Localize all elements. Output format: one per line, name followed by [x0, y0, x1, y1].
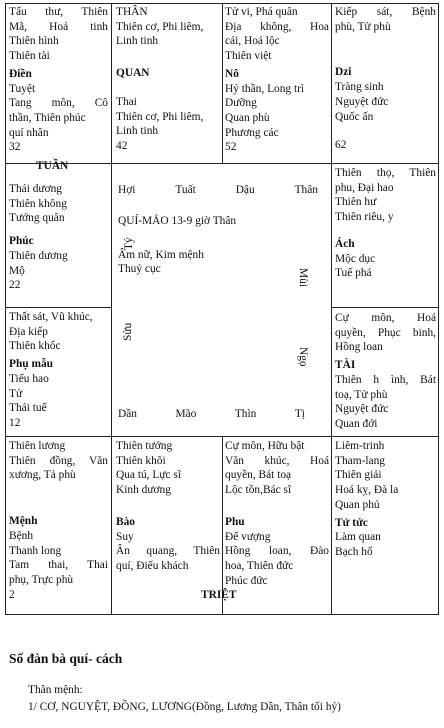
cell-phu: Cự môn, Hữu bật Văn khúc, Hoá quyền, Bát toạ Lộc tồn,Bác sĩ Phu Đế vượng Hồng loan, Đào hoa, Thiên đức Phúc đức	[225, 440, 329, 587]
age-number: 2	[9, 588, 15, 601]
cell-dien: Tấu thư, Thiên Mã, Hoả tinh Thiên hình Thiên tài Điền Tuyệt Tang môn, Cô thần, Thiên phúc quí nhân 32	[9, 6, 108, 154]
gender-element: Âm nữ, Kim mệnh	[118, 249, 204, 261]
age-number: 42	[116, 139, 128, 152]
palace-name: Phúc	[9, 235, 34, 248]
cell-ach: Thiên thọ, Thiên phu, Đại hao Thiên hư Thiên riêu, y Ách Mộc dục Tuế phá	[335, 167, 436, 280]
cell-phu-mau: Thất sát, Vũ khúc, Địa kiếp Thiên khốc Phụ mẫu Tiểu hao Tử Thái tuế 12	[9, 310, 108, 436]
birth-info: QUÍ-MÃO 13-9 giờ Thân	[118, 215, 237, 227]
age-number: 32	[9, 141, 21, 154]
palace-name: Ách	[335, 237, 355, 250]
palace-name: Phụ mẫu	[9, 358, 53, 371]
branch-ty: Tý	[123, 237, 135, 250]
footer-line-2: 1/ CƠ, NGUYỆT, ĐỒNG, LƯƠNG(Đồng, Lương Dần, Thân tối hỷ)	[28, 701, 341, 713]
age-number: 12	[9, 416, 21, 429]
cuc-info: Thuỷ cục	[118, 263, 161, 275]
palace-name: Nô	[225, 67, 239, 80]
cell-phuc: Thái dương Thiên không Tướng quân Phúc Thiên dương Mộ 22	[9, 182, 108, 307]
branch-suu: Sửu	[122, 322, 134, 341]
age-number: 22	[9, 279, 21, 292]
cell-no: Tử vi, Phá quân Địa không, Hoa cái, Hoá lộc Thiên việt Nô Hỷ thần, Long trì Dưỡng Quan phù Phương các 52	[225, 6, 329, 154]
cell-quan: THÂN Thiên cơ, Phi liêm, Linh tinh QUAN Thai Thiên cơ, Phi liêm, Linh tinh 42	[116, 5, 220, 163]
palace-name: Dzi	[335, 66, 352, 79]
cell-bao: Thiên tướng Thiên khôi Qua tú, Lực sĩ Kinh dương Bào Suy Ân quang, Thiên quí, Điếu khách	[116, 440, 220, 572]
branch-ngo: Ngọ	[297, 347, 309, 367]
cell-dzi: Kiếp sát, Bệnh phù, Tử phù Dzi Tràng sinh Nguyệt đức Quốc ấn 62	[335, 6, 436, 152]
palace-name: Tử tức	[335, 516, 368, 529]
palace-name: Bào	[116, 515, 135, 528]
horoscope-chart	[5, 3, 439, 615]
center-row-bottom: Dần Mão Thìn Tị	[118, 408, 305, 420]
footer-line-1: Thân mệnh:	[28, 684, 83, 696]
cell-tu-tuc: Liêm-trinh Tham-lang Thiên giải Hoá kỵ, Đà la Quan phủ Tử tức Làm quan Bạch hổ	[335, 439, 436, 614]
age-number: 62	[335, 139, 347, 152]
branch-mui: Mùi	[297, 268, 309, 287]
palace-name: QUAN	[116, 67, 150, 80]
palace-name: Phu	[225, 515, 245, 528]
tuan-label: TUẦN	[36, 160, 69, 172]
footer-title: Số đàn bà quí- cách	[9, 651, 123, 666]
age-number: 52	[225, 141, 237, 154]
triet-label: TRIỆT	[201, 589, 237, 601]
palace-name: Điền	[9, 67, 32, 80]
palace-name: TÀI	[335, 359, 356, 372]
cell-menh: Thiên lương Thiên đồng, Văn xương, Tả phù Mệnh Bệnh Thanh long Tam thai, Thai phụ, Trực phù 2	[9, 440, 108, 601]
palace-name: Mệnh	[9, 515, 38, 528]
center-row-top: Hợi Tuất Dậu Thân	[118, 184, 318, 196]
cell-tai: Cự môn, Hoá quyền, Phục binh, Hồng loan TÀI Thiên h ình, Bát toạ, Tử phù Nguyệt đức Quan đới	[335, 312, 436, 430]
